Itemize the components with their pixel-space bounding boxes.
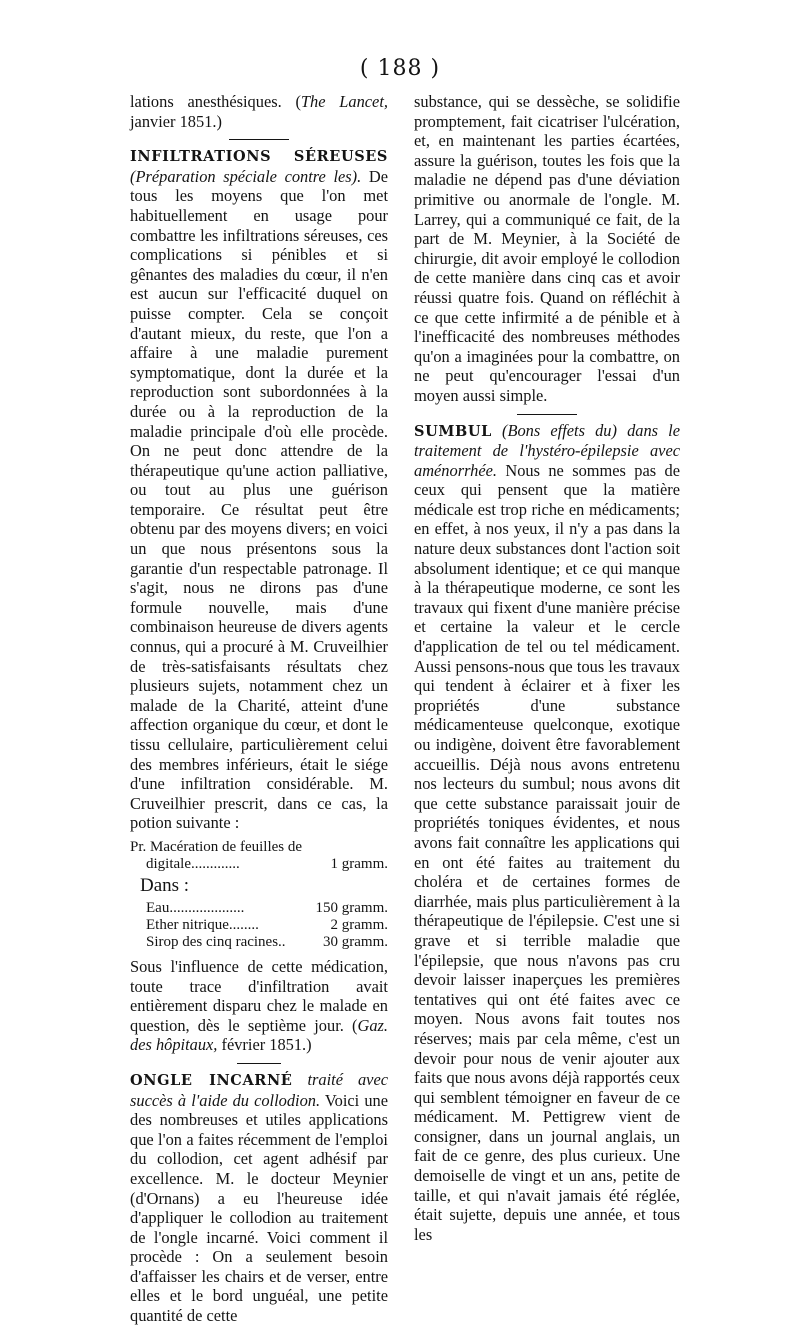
conclusion-source: Gaz. des hôpitaux, xyxy=(130,1015,388,1055)
ingredient-name: Sirop des cinq racines.. xyxy=(146,933,286,950)
section-divider xyxy=(517,414,577,415)
intro-end: janvier 1851.) xyxy=(130,111,222,131)
section-subtitle-ongle: traité avec succès à l'aide du collodion. xyxy=(130,1069,388,1110)
ingredient-name: Ether nitrique........ xyxy=(146,916,259,933)
left-column xyxy=(130,92,388,1326)
conclusion-text: Sous l'influence de cette médication, toute trace d'infiltration avait entièrement disparu chez le malade en question, dès le septième jour. ( xyxy=(130,956,388,1035)
intro-text: lations anesthésiques. ( xyxy=(130,92,301,111)
section-divider xyxy=(237,1063,281,1064)
section-divider xyxy=(229,139,289,140)
recipe-digitale-label: digitale............. xyxy=(146,855,240,872)
section-subtitle-infiltrations: (Préparation spéciale contre les). xyxy=(130,166,362,186)
right-column xyxy=(414,92,680,1244)
section-body-sumbul: Nous ne sommes pas de ceux qui pensent que la matière médicale est trop riche en médicaments; en effet, à nos yeux, il n'y a pas dans la nature deux substances dont l'action soit absolument identique; et ce qui manque à la thérapeutique moderne, ce sont les travaux qui fixent d'une manière précise et certaine la valeur et le cercle d'application de tel ou tel médicament. Aussi pensons-nous que tous les travaux qui tendent à éclairer et à fixer les propriétés d'une substance médicamenteuse quelconque, exotique ou indigène, doivent être favorablement accueillis. Déjà nous avons entretenu nos lecteurs du sumbul; nous avons dit que cette substance paraissait jouir de propriétés toniques évidentes, et nous avons fait connaître les applications qui en ont été faites au traitement du choléra et de certaines formes de diarrhée, mais plus particulièrement à la thérapeutique de l'épilepsie. C'est une si grave et si terrible maladie que l'épilepsie, que nous n'avons pas cru devoir laisser inaperçues les premières tentatives qui ont été faites avec ce moyen. Nous avons fait toutes nos réserves; mais par cela même, c'est un devoir pour nous de venir ajouter aux faits que nous avons déjà rapportés ceux qui semblent témoigner en faveur de ce médicament. M. Pettigrew vient de consigner, dans un journal anglais, un fait de ce genre, des plus curieux. Une demoiselle de vingt et un ans, petite de taille, et qui n'avait jamais été réglée, était sujette, depuis une année, et tous les xyxy=(414,460,680,1244)
recipe-dans: Dans : xyxy=(140,874,190,896)
section-heading-infiltrations: INFILTRATIONS SÉREUSES xyxy=(130,148,388,166)
conclusion-date: février 1851.) xyxy=(217,1035,312,1055)
section-sumbul xyxy=(414,421,680,1245)
section-heading-sumbul: SUMBUL xyxy=(414,422,492,440)
section-body-infiltrations: De tous les moyens que l'on met habituellement en usage pour combattre les infiltrations séreuses, ces complications si pénibles et si gênantes des maladies du cœur, il n'en est aucun sur l'efficacité duquel on puisse compter. Cela se conçoit d'autant mieux, du reste, que l'on a affaire à une maladie purement symptomatique, dont la durée et la reproduction sont subordonnées à la durée ou à la reproduction de la maladie principale d'où elle procède. On ne peut donc attendre de la thérapeutique qu'une action palliative, ou tout au plus une guérison temporaire. Ce résultat peut être obtenu par des moyens divers; en voici un que nous présentons sous la garantie d'un respectable patronage. Il s'agit, nous ne dirons pas d'une formule nouvelle, mais d'une combinaison heureuse de divers agents connus, qui a procuré à M. Cruveilhier de très-satisfaisants résultats chez plusieurs sujets, notamment chez un malade de la Charité, atteint d'une affection organique du cœur, et dont le tissu cellulaire, particulièrement celui des membres inférieurs, était le siége d'une infiltration considérable. M. Cruveilhier prescrit, dans ce cas, la potion suivante : xyxy=(130,166,389,833)
recipe-digitale-qty: 1 gramm. xyxy=(330,855,388,872)
recipe-block xyxy=(130,839,388,951)
recipe-ingredient xyxy=(130,900,388,917)
ingredient-qty: 150 gramm. xyxy=(315,899,388,916)
section-heading-ongle: ONGLE INCARNÉ xyxy=(130,1071,293,1089)
page-number: ( 188 ) xyxy=(359,56,441,81)
recipe-ingredient xyxy=(130,917,388,934)
intro-source: The Lancet, xyxy=(300,92,388,111)
section-body-ongle: Voici une des nombreuses et utiles applications que l'on a faites récemment de l'emploi du collodion, cet agent adhésif par excellence. M. le docteur Meynier (d'Ornans) a eu l'heureuse idée d'appliquer le collodion au traitement de l'ongle incarné. Voici comment il procède : On a seulement besoin d'affaisser les chairs et de verser, entre elles et le bord unguéal, une petite quantité de cette xyxy=(130,1090,389,1326)
section-infiltrations-conclusion xyxy=(130,957,388,1055)
ingredient-name: Eau.................... xyxy=(146,899,245,916)
recipe-pr-line: Pr. Macération de feuilles de xyxy=(130,838,303,855)
ingredient-qty: 30 gramm. xyxy=(323,933,388,950)
section-subtitle-sumbul: (Bons effets du) dans le traitement de l'hystéro-épilepsie avec aménorrhée. xyxy=(414,420,680,480)
section-ongle xyxy=(130,1070,388,1326)
ongle-continuation: substance, qui se dessèche, se solidifie promptement, fait cicatriser l'ulcération, et, en maintenant les parties écartées, assure la guérison, toutes les fois que la maladie ne dépend pas d'une déviation primitive ou anormale de l'ongle. M. Larrey, qui a communiqué ce fait, de la part de M. Meynier, à la Société de chirurgie, dit avoir employé le collodion de cette manière dans cinq cas et avoir réussi quatre fois. Quand on réfléchit à ce que cette infirmité a de pénible et à l'inefficacité des nombreuses méthodes qu'on a imaginées pour la combattre, on ne peut qu'encourager l'essai d'un moyen aussi simple. xyxy=(414,92,680,405)
section-infiltrations xyxy=(130,146,388,833)
intro-paragraph xyxy=(130,92,388,131)
recipe-ingredient xyxy=(130,934,388,951)
recipe-digitale-row xyxy=(130,856,388,873)
ingredient-qty: 2 gramm. xyxy=(330,916,388,933)
